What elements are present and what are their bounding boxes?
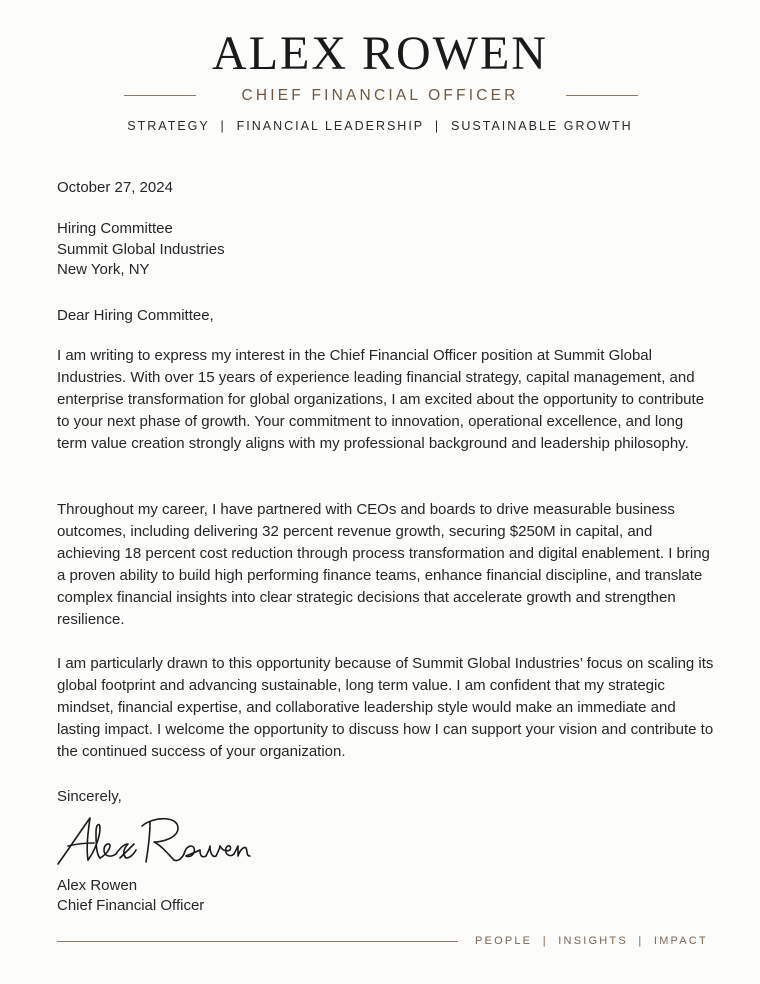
signer-title: Chief Financial Officer [57, 897, 205, 914]
recipient-line: Hiring Committee [57, 220, 173, 237]
signer-name: Alex Rowen [57, 877, 138, 894]
role-divider-right [566, 95, 638, 96]
recipient-block [57, 219, 717, 281]
applicant-name: ALEX ROWEN [212, 27, 548, 80]
salutation: Dear Hiring Committee, [57, 307, 214, 324]
signer-block [57, 876, 717, 916]
role-title: CHIEF FINANCIAL OFFICER [241, 87, 519, 104]
tagline-text: STRATEGY | FINANCIAL LEADERSHIP | SUSTAINABLE GROWTH [127, 119, 633, 133]
recipient-line: Summit Global Industries [57, 240, 225, 258]
tagline [0, 118, 760, 134]
body-paragraph [57, 653, 717, 763]
body-paragraph-text: I am particularly drawn to this opportunity because of Summit Global Industries’ focus on scaling its global footprint and advancing sustainable, long term value. I am confident that my strategic mindset, financial expertise, and collaborative leadership style would make an immediate and lasting impact. I welcome the opportunity to discuss how I can support your vision and contribute to the continued success of your organization. [57, 655, 714, 760]
closing: Sincerely, [57, 788, 122, 805]
recipient-line: New York, NY [57, 261, 150, 278]
body-paragraph-text: I am writing to express my interest in the Chief Financial Officer position at Summit Global Industries. With over 15 years of experience leading financial strategy, capital management, and enterprise transformation for global organizations, I am excited about the opportunity to contribute to your next phase of growth. Your commitment to innovation, operational excellence, and long term value creation strongly aligns with my professional background and leadership philosophy. [57, 347, 705, 452]
footer-tagline [475, 934, 708, 948]
body-paragraph [57, 345, 717, 455]
letter-date: October 27, 2024 [57, 179, 173, 196]
body-paragraph-text: Throughout my career, I have partnered with CEOs and boards to drive measurable business outcomes, including delivering 32 percent revenue growth, securing $250M in capital, and achieving 18 percent cost reduction through process transformation and digital enablement. I bring a proven ability to build high performing finance teams, enhance financial discipline, and translate complex financial insights into clear strategic decisions that accelerate growth and strengthen resilience. [57, 501, 710, 628]
role-row [0, 86, 760, 106]
footer-divider [57, 941, 458, 942]
body-paragraph [57, 499, 717, 631]
handwritten-signature [54, 810, 254, 870]
footer-tagline-text: PEOPLE | INSIGHTS | IMPACT [475, 935, 708, 947]
